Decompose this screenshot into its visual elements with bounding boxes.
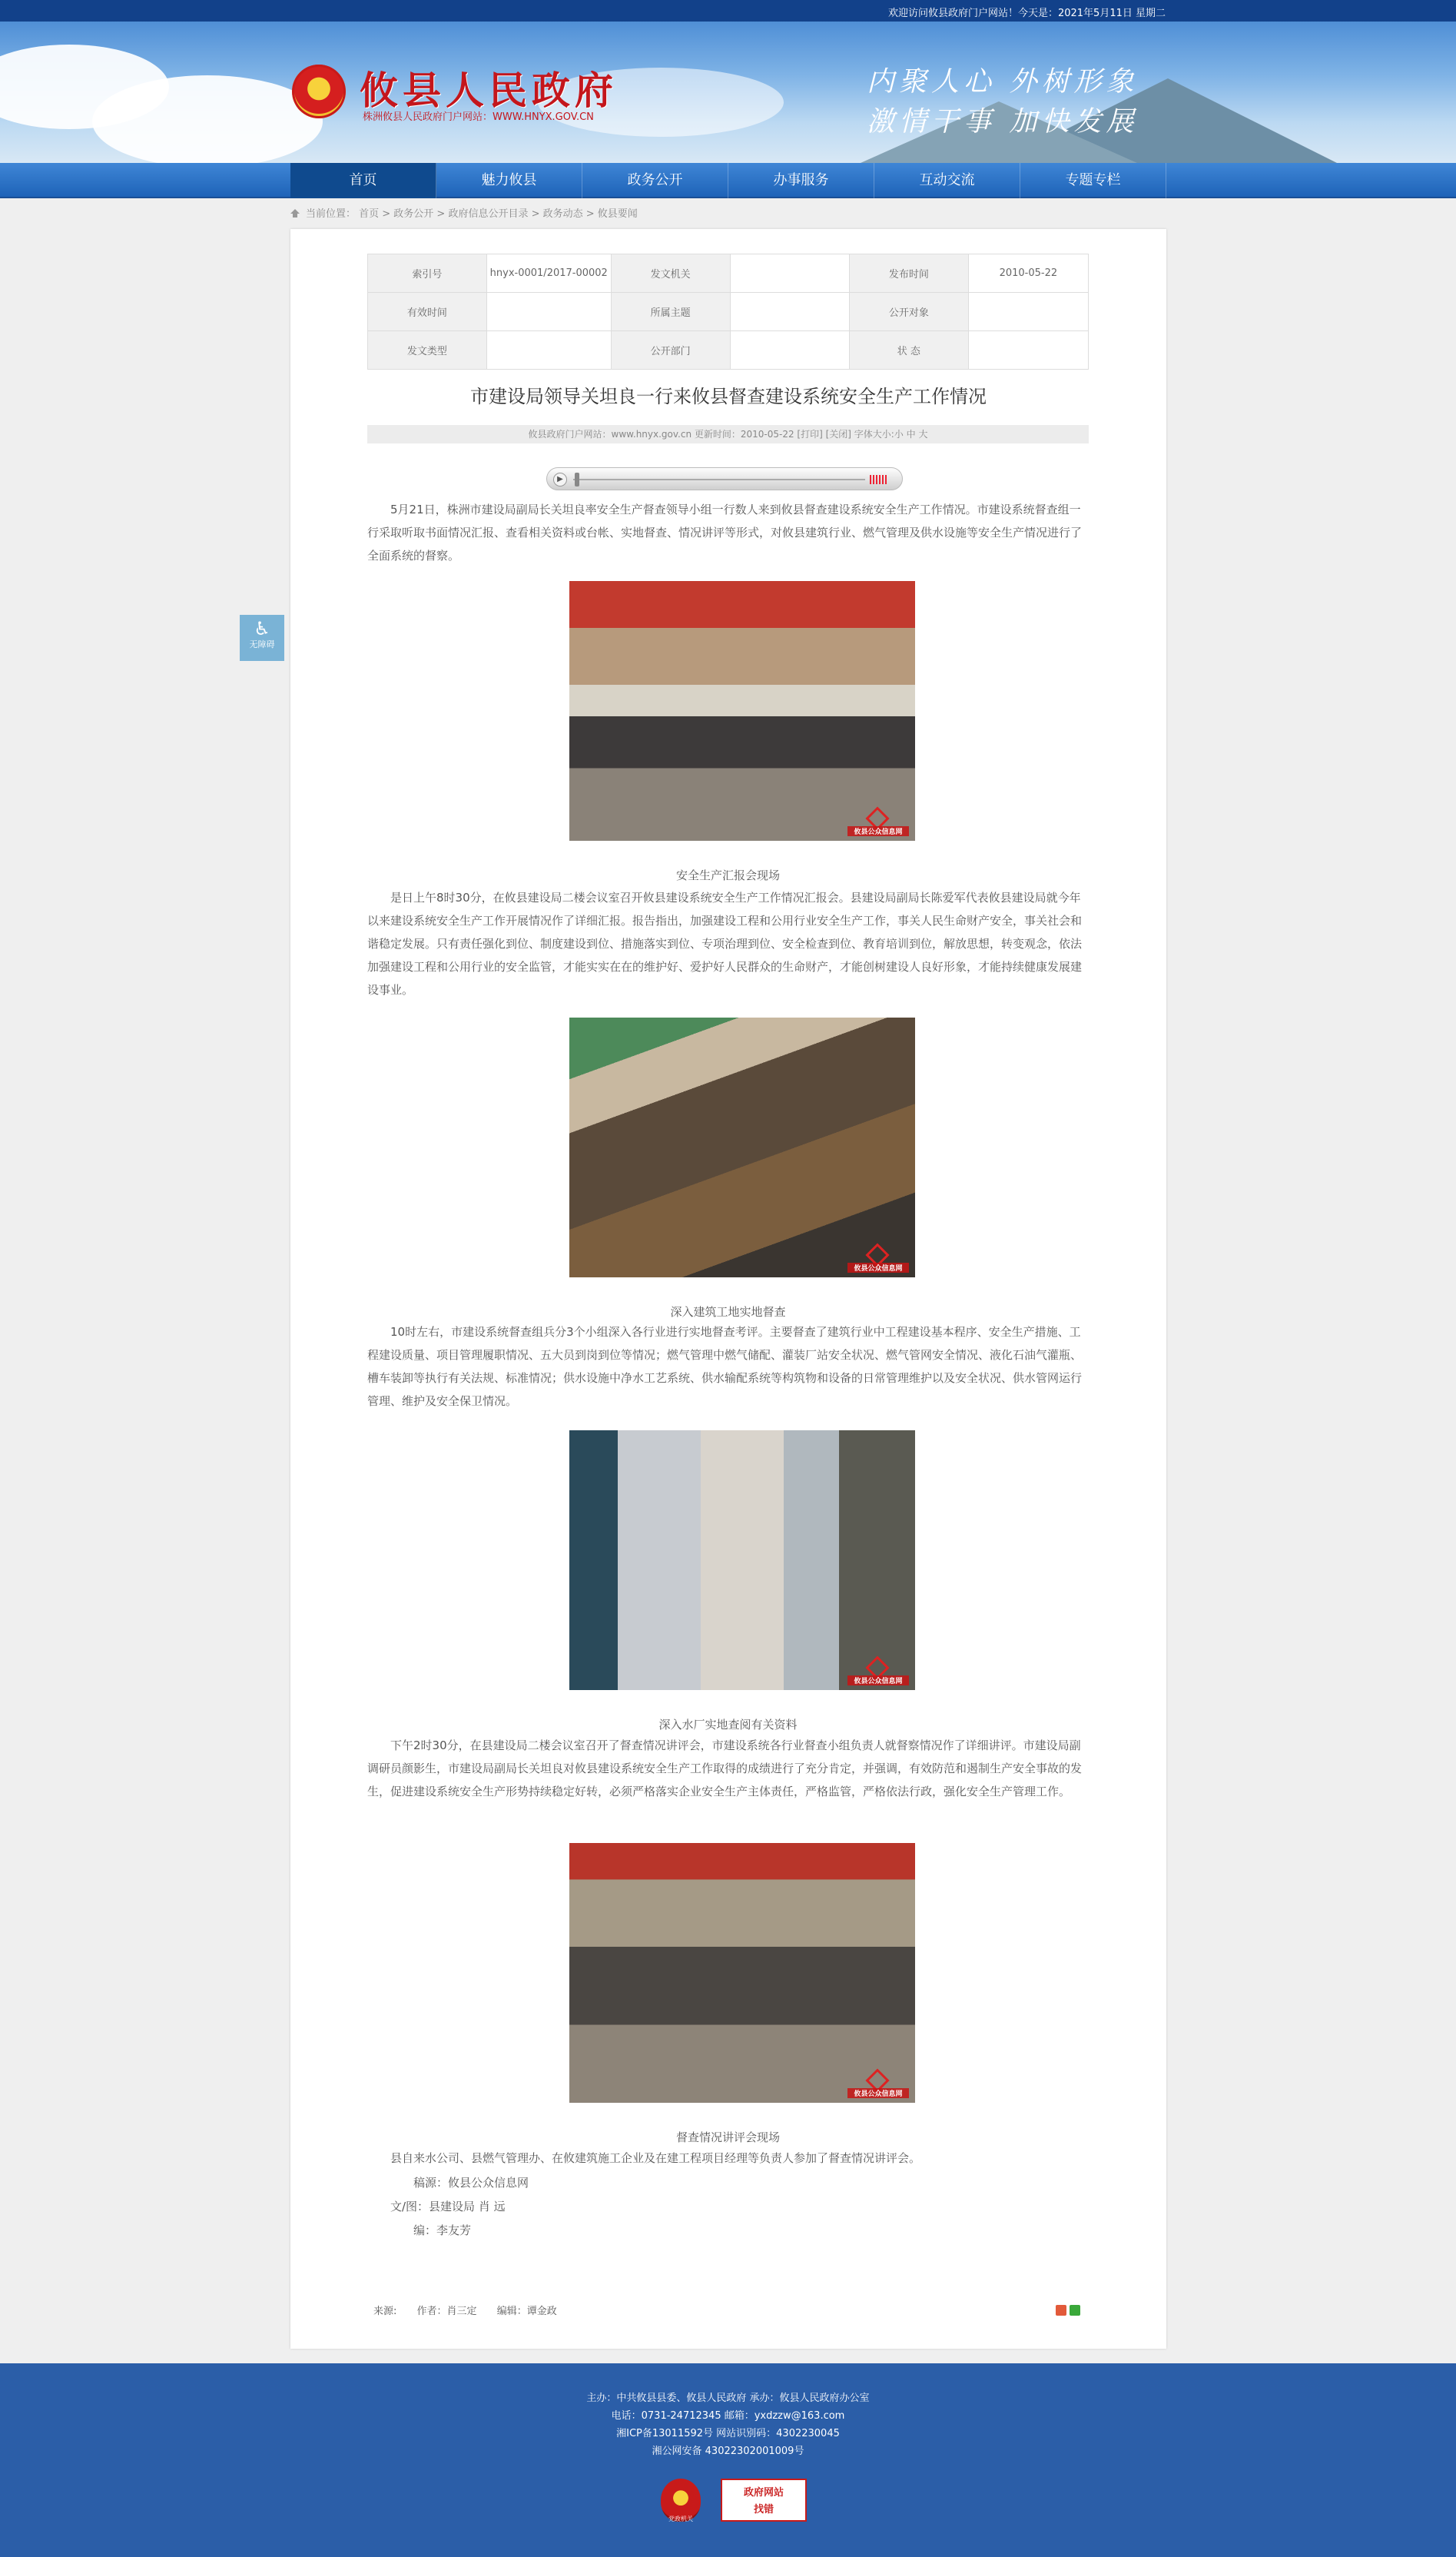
meta-table — [367, 254, 1089, 370]
play-icon[interactable]: ▶ — [553, 473, 567, 486]
meta-key: 公开部门 — [611, 331, 730, 370]
watermark-logo: 攸县公众信息网 — [847, 2072, 909, 2098]
photo-caption: 深入建筑工地实地督查 — [670, 1305, 786, 1319]
cloud-decoration — [92, 75, 323, 163]
article-panel — [290, 229, 1166, 2349]
meta-key: 所属主题 — [611, 293, 730, 331]
source-line: 稿源：攸县公众信息网 — [413, 2176, 529, 2190]
breadcrumb[interactable] — [290, 206, 638, 223]
watermark-logo: 攸县公众信息网 — [847, 1659, 909, 1685]
article-photo — [569, 1018, 915, 1277]
article-paragraph: 5月21日，株洲市建设局副局长关坦良率安全生产督查领导小组一行数人来到攸县督查建设系统安全生产工作情况。市建设系统督查组一行采取听取书面情况汇报、查看相关资料或台帐、实地督查、情况讲评等形式，对攸县建筑行业、燃气管理及供水设施等安全生产情况进行了全面系统的督察。 — [367, 503, 1083, 563]
article-photo — [569, 581, 915, 841]
meta-key: 状 态 — [850, 331, 969, 370]
audio-player[interactable] — [546, 467, 903, 490]
author-label: 作者：肖三定 — [416, 2306, 477, 2317]
source-label: 来源: — [373, 2306, 397, 2317]
editor-label: 编辑：谭金政 — [496, 2306, 557, 2317]
slogan-line-1: 内聚人心 外树形象 — [867, 66, 1139, 98]
footer — [0, 2363, 1456, 2557]
top-bar — [0, 0, 1456, 22]
wechat-share-icon[interactable] — [1070, 2305, 1080, 2316]
watermark-logo: 攸县公众信息网 — [847, 1247, 909, 1273]
site-subtitle: 株洲攸县人民政府门户网站：WWW.HNYX.GOV.CN — [363, 111, 594, 123]
national-emblem-icon — [292, 65, 346, 118]
footer-icp[interactable]: 湘ICP备13011592号 网站识别码：4302230045 — [616, 2428, 840, 2439]
article-title: 市建设局领导关坦良一行来攸县督查建设系统安全生产工作情况 — [470, 386, 987, 407]
footer-host: 主办：中共攸县县委、攸县人民政府 承办：攸县人民政府办公室 — [586, 2393, 870, 2404]
article-paragraph: 下午2时30分，在县建设局二楼会议室召开了督查情况讲评会，市建设系统各行业督查小组负责人就督察情况作了详细讲评。市建设局副调研员颜影生，市建设局副局长关坦良对攸县建设系统安全生产工作取得的成绩进行了充分肯定，并强调，有效防范和遏制生产安全事故的发生，促进建设系统安全生产形势持续稳定好转，必须严格落实企业安全生产主体责任，严格监管，严格依法行政，强化安全生产管理工作。 — [367, 1738, 1083, 1798]
meta-value — [730, 331, 850, 370]
meta-value — [730, 254, 850, 293]
accessibility-label: 无障碍 — [249, 639, 275, 649]
accessibility-button[interactable] — [240, 615, 284, 661]
article-photo — [569, 1430, 915, 1690]
site-name[interactable]: 攸县人民政府 — [360, 68, 618, 113]
progress-track[interactable] — [573, 479, 865, 480]
article-info-bar[interactable]: 攸县政府门户网站：www.hnyx.gov.cn 更新时间：2010-05-22 [打印] [关闭] 字体大小:小 中 大 — [367, 425, 1089, 443]
meta-value — [968, 293, 1088, 331]
meta-value — [486, 293, 611, 331]
article-paragraph: 10时左右，市建设系统督查组兵分3个小组深入各行业进行实地督查考评。主要督查了建筑行业中工程建设基本程序、安全生产措施、工程建设质量、项目管理履职情况、五大员到岗到位等情况；燃气管理中燃气储配、灌装厂站安全状况、燃气管网安全情况、液化石油气灌瓶、槽车装卸等执行有关法规、标准情况；供水设施中净水工艺系统、供水输配系统等构筑物和设备的日常管理维护以及安全状况、供水管网运行管理、维护及安全保卫情况。 — [367, 1325, 1083, 1408]
header-banner — [0, 22, 1456, 163]
meta-value — [968, 331, 1088, 370]
main-nav — [0, 163, 1456, 198]
meta-value: hnyx-0001/2017-00002 — [486, 254, 611, 293]
welcome-text: 欢迎访问攸县政府门户网站！今天是：2021年5月11日 星期二 — [887, 8, 1166, 19]
editor-line: 编：李友芳 — [413, 2223, 472, 2237]
footer-contact: 电话：0731-24712345 邮箱：yxdzzw@163.com — [611, 2410, 845, 2422]
photo-caption: 督查情况讲评会现场 — [675, 2130, 780, 2144]
nav-item-services[interactable]: 办事服务 — [728, 163, 874, 198]
meta-value — [486, 331, 611, 370]
volume-icon[interactable] — [870, 475, 888, 484]
meta-key: 有效时间 — [368, 293, 487, 331]
photo-caption: 安全生产汇报会现场 — [675, 868, 780, 882]
watermark-logo: 攸县公众信息网 — [847, 810, 909, 836]
meta-key: 索引号 — [368, 254, 487, 293]
footer-police-record[interactable]: 湘公网安备 43022302001009号 — [652, 2446, 804, 2457]
slogan-line-2: 激情干事 加快发展 — [867, 106, 1139, 138]
error-report-label: 找错 — [753, 2504, 774, 2515]
meta-key: 发文机关 — [611, 254, 730, 293]
article-paragraph: 是日上午8时30分，在攸县建设局二楼会议室召开攸县建设系统安全生产工作情况汇报会。县建设局副局长陈爱军代表攸县建设局就今年以来建设系统安全生产工作开展情况作了详细汇报。报告指出，加强建设工程和公用行业安全生产工作，事关人民生命财产安全，事关社会和谐稳定发展。只有责任强化到位、制度建设到位、措施落实到位、专项治理到位、安全检查到位、教育培训到位，解放思想，转变观念，依法加强建设工程和公用行业的安全监管，才能实实在在的维护好、爱护好人民群众的生命财产，才能创树建设人良好形象，才能持续健康发展建设事业。 — [367, 891, 1083, 997]
photo-caption: 深入水厂实地查阅有关资料 — [658, 1718, 798, 1732]
nav-item-home[interactable]: 首页 — [290, 163, 436, 198]
error-report-title: 政府网站 — [743, 2487, 784, 2499]
home-icon — [290, 209, 300, 218]
meta-key: 发文类型 — [368, 331, 487, 370]
nav-item-charm[interactable]: 魅力攸县 — [436, 163, 582, 198]
nav-item-interaction[interactable]: 互动交流 — [874, 163, 1020, 198]
article-paragraph: 县自来水公司、县燃气管理办、在攸建筑施工企业及在建工程项目经理等负责人参加了督查情况讲评会。 — [390, 2151, 921, 2165]
nav-item-topics[interactable]: 专题专栏 — [1020, 163, 1166, 198]
progress-handle[interactable] — [575, 473, 579, 486]
gov-site-error-report-button[interactable] — [721, 2479, 807, 2522]
breadcrumb-text[interactable]: 当前位置： 首页 > 政务公开 > 政府信息公开目录 > 政务动态 > 攸县要闻 — [306, 208, 638, 220]
nav-item-gov-affairs[interactable]: 政务公开 — [582, 163, 728, 198]
article-source-bar — [373, 2303, 574, 2317]
share-buttons — [1053, 2304, 1080, 2319]
meta-value — [730, 293, 850, 331]
party-gov-logo-icon[interactable]: 党政机关 — [661, 2479, 701, 2522]
meta-key: 公开对象 — [850, 293, 969, 331]
article-photo — [569, 1843, 915, 2103]
weibo-share-icon[interactable] — [1056, 2305, 1066, 2316]
author-line: 文/图：县建设局 肖 远 — [390, 2200, 506, 2213]
meta-value: 2010-05-22 — [968, 254, 1088, 293]
meta-key: 发布时间 — [850, 254, 969, 293]
